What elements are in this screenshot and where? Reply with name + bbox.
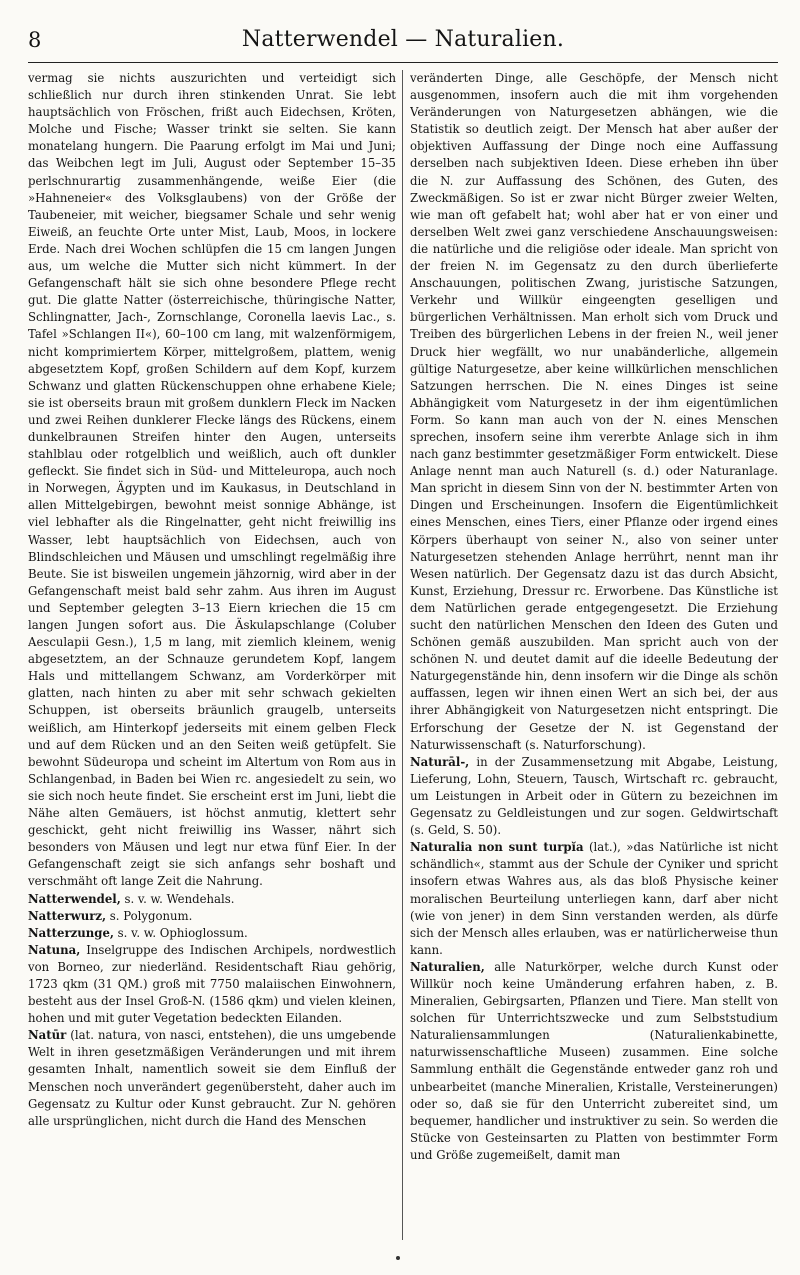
entry-lemma: Naturalien,	[410, 959, 485, 974]
entry-natural	[410, 754, 778, 839]
entry-text: in der Zusammensetzung mit Abgabe, Leistung, Lieferung, Lohn, Steuern, Tausch, Wirtschaft rc. gebraucht, um Leistungen in Arbeit oder in Gütern zu bezeichnen im Gegensatz zu Geldleistungen und zur sogen. Geldwirtschaft (s. Geld, S. 50).	[410, 754, 778, 838]
right-column	[410, 70, 778, 1240]
entry-natur	[28, 1027, 396, 1130]
entry-continuation-left	[28, 70, 396, 891]
left-column	[28, 70, 396, 1240]
entry-text: (lat.), »das Natürliche ist nicht schändlich«, stammt aus der Schule der Cyniker und spricht insofern etwas Wahres aus, als das bloß Physische keiner moralischen Beurteilung unterliegen kann, darf aber nicht (wie von jener) in dem Sinn verstanden werden, als dürfe sich der Mensch alles erlauben, was er natürlicherweise thun kann.	[410, 840, 778, 957]
entry-text: (lat. natura, von nasci, entstehen), die uns umgebende Welt in ihren gesetzmäßigen Veränderungen und mit ihrem gesamten Inhalt, namentlich soweit sie dem Einfluß der Menschen noch unverändert gegenübersteht, daher auch im Gegensatz zu Kultur oder Kunst gebraucht. Zur N. gehören alle ursprünglichen, nicht durch die Hand des Menschen	[28, 1028, 396, 1128]
entry-text: s. v. w. Ophioglossum.	[113, 925, 248, 940]
entry-lemma: Natterwendel,	[28, 891, 121, 906]
entry-lemma: Natuna,	[28, 942, 81, 957]
entry-text: s. v. w. Wendehals.	[120, 891, 235, 906]
entry-lemma: Natūr	[28, 1028, 67, 1043]
entry-text: alle Naturkörper, welche durch Kunst oder Willkür noch keine Umänderung erfahren haben, z. B. Mineralien, Gebirgsarten, Pflanzen und Tiere. Man stellt von solchen für Unterrichtszwecke und zum Selbststudium Naturaliensammlungen (Naturalienkabinette, naturwissenschaftliche Museen) zusammen. Eine solche Sammlung enthält die Gegenstände entweder ganz roh und unbearbeitet (manche Mineralien, Kristalle, Versteinerungen) oder so, daß sie für den Unterricht zubereitet sind, um bequemer, handlicher und instruktiver zu sein. So werden die Stücke von Gesteinsarten zu Platten von bestimmter Form und Größe zugemeißelt, damit man	[410, 959, 778, 1162]
entry-naturalia-non-sunt-turpia	[410, 839, 778, 959]
entry-lemma: Natterzunge,	[28, 925, 114, 940]
entry-continuation-right	[410, 70, 778, 754]
entry-text: vermag sie nichts auszurichten und verteidigt sich schließlich nur durch ihren stinkenden Unrat. Sie lebt hauptsächlich von Fröschen, frißt auch Eidechsen, Kröten, Molche und Fische; Wasser trinkt sie selten. Sie kann monatelang hungern. Die Paarung erfolgt im Mai und Juni; das Weibchen legt im Juli, August oder September 15–35 perlschnurartig zusammenhängende, weiße Eier (die »Hahneneier« des Volksglaubens) von der Größe der Taubeneier, mit weicher, biegsamer Schale und sehr wenig Eiweiß, an feuchte Orte unter Mist, Laub, Moos, in lockere Erde. Nach drei Wochen schlüpfen die 15 cm langen Jungen aus, um welche die Mutter sich nicht kümmert. In der Gefangenschaft hält sie sich ohne besondere Pflege recht gut. Die glatte Natter (österreichische, thüringische Natter, Schlingnatter, Jach-, Zornschlange, Coronella laevis Lac., s. Tafel »Schlangen II«), 60–100 cm lang, mit walzenförmigem, nicht komprimiertem Körper, mittelgroßem, plattem, wenig abgesetztem Kopf, großen Schildern auf dem Kopf, kurzem Schwanz und glatten Rückenschuppen ohne erhabene Kiele; sie ist oberseits braun mit großem dunklern Fleck im Nacken und zwei Reihen dunklerer Flecke längs des Rückens, einem dunkelbraunen Streifen hinter den Augen, unterseits stahlblau oder rotgelblich und weißlich, auch oft dunkler gefleckt. Sie findet sich in Süd- und Mitteleuropa, auch noch in Norwegen, Ägypten und im Kaukasus, in Deutschland in allen Mittelgebirgen, bewohnt meist sonnige Abhänge, ist viel lebhafter als die Ringelnatter, geht nicht freiwillig ins Wasser, lebt hauptsächlich von Eidechsen, auch von Blindschleichen und Mäusen und umschlingt regelmäßig ihre Beute. Sie ist bisweilen ungemein jähzornig, wird aber in der Gefangenschaft meist bald sehr zahm. Aus ihren im August und September gelegten 3–13 Eiern kriechen die 15 cm langen Jungen sofort aus. Die Äskulapschlange (Coluber Aesculapii Gesn.), 1,5 m lang, mit ziemlich kleinem, wenig abgesetztem, an der Schnauze gerundetem Kopf, langem Hals und mittellangem Schwanz, am Vorderkörper mit glatten, nach hinten zu aber mit sehr schwach gekielten Schuppen, ist oberseits bräunlich graugelb, unterseits weißlich, am Hinterkopf jederseits mit einem gelben Fleck und auf dem Rücken und an den Seiten weiß getüpfelt. Sie bewohnt Südeuropa und scheint im Altertum von Rom aus in Schlangenbad, in Baden bei Wien rc. angesiedelt zu sein, wo sie sich noch heute findet. Sie erscheint erst im Juni, liebt die Nähe alten Gemäuers, ist höchst anmutig, klettert sehr geschickt, geht nicht freiwillig ins Wasser, nährt sich besonders von Mäusen und legt nur etwa fünf Eier. In der Gefangenschaft zeigt sie sich anfangs sehr boshaft und verschmäht oft lange Zeit die Nahrung.	[28, 71, 396, 889]
entry-natuna	[28, 942, 396, 1027]
entry-text: s. Polygonum.	[106, 908, 193, 923]
entry-text: Inselgruppe des Indischen Archipels, nordwestlich von Borneo, zur niederländ. Residentschaft Riau gehörig, 1723 qkm (31 QM.) groß mit 7750 malaiischen Einwohnern, besteht aus der Insel Groß-N. (1586 qkm) und vielen kleinen, hohen und mit guter Vegetation bedeckten Eilanden.	[28, 942, 396, 1026]
entry-naturalien	[410, 959, 778, 1164]
entry-lemma: Natterwurz,	[28, 908, 107, 923]
page-header	[28, 26, 778, 63]
entry-text: veränderten Dinge, alle Geschöpfe, der Mensch nicht ausgenommen, insofern auch die mit ihm vorgehenden Veränderungen von Naturgesetzen abhängen, wie die Statistik so deutlich zeigt. Der Mensch hat aber außer der objektiven Auffassung der Dinge noch eine Auffassung derselben nach subjektiven Ideen. Diese erheben ihn über die N. zur Auffassung des Schönen, des Guten, des Zweckmäßigen. So ist er zwar nicht Bürger zweier Welten, wie man oft gefabelt hat; wohl aber hat er von einer und derselben Welt zwei ganz verschiedene Anschauungsweisen: die natürliche und die religiöse oder ideale. Man spricht von der freien N. im Gegensatz zu den durch überlieferte Anschauungen, politischen Zwang, juristische Satzungen, Verkehr und Willkür eingeengten geselligen und bürgerlichen Verhältnissen. Man erholt sich vom Druck und Treiben des bürgerlichen Lebens in der freien N., weil jener Druck hier wegfällt, wo nur unabänderliche, allgemein gültige Naturgesetze, aber keine willkürlichen menschlichen Satzungen herrschen. Die N. eines Dinges ist seine Abhängigkeit vom Naturgesetz in der ihm eigentümlichen Form. So kann man auch von der N. eines Menschen sprechen, insofern seine ihm vererbte Anlage sich in ihm nach ganz bestimmter gesetzmäßiger Form entwickelt. Diese Anlage nennt man auch Naturell (s. d.) oder Naturanlage. Man spricht in diesem Sinn von der N. bestimmter Arten von Dingen und Erscheinungen. Insofern die Eigentümlichkeit eines Menschen, eines Tiers, einer Pflanze oder irgend eines Körpers überhaupt von seiner N., also von seiner unter Naturgesetzen stehenden Anlage herrührt, nennt man ihr Wesen natürlich. Der Gegensatz dazu ist das durch Absicht, Kunst, Erziehung, Dressur rc. Erworbene. Das Künstliche ist dem Natürlichen gerade entgegengesetzt. Die Erziehung sucht den natürlichen Menschen den Ideen des Guten und Schönen gemäß auszubilden. Man spricht auch von der schönen N. und deutet damit auf die ideelle Bedeutung der Naturgegenstände hin, denn insofern wir die Dinge als schön auffassen, legen wir ihnen einen Wert an sich bei, der aus ihrer Abhängigkeit von Naturgesetzen nicht entspringt. Die Erforschung der Gesetze der N. ist Gegenstand der Naturwissenschaft (s. Naturforschung).	[410, 71, 778, 752]
entry-natterzunge	[28, 925, 396, 942]
entry-lemma: Naturāl-,	[410, 754, 470, 769]
entry-natterwendel	[28, 891, 396, 908]
folio-mark	[396, 1256, 400, 1260]
column-divider	[402, 70, 403, 1240]
page-number: 8	[28, 28, 42, 52]
entry-natterwurz	[28, 908, 396, 925]
text-columns	[28, 70, 778, 1240]
running-head: Natterwendel — Naturalien.	[241, 27, 565, 52]
entry-lemma: Naturalia non sunt turpĭa	[410, 840, 584, 855]
